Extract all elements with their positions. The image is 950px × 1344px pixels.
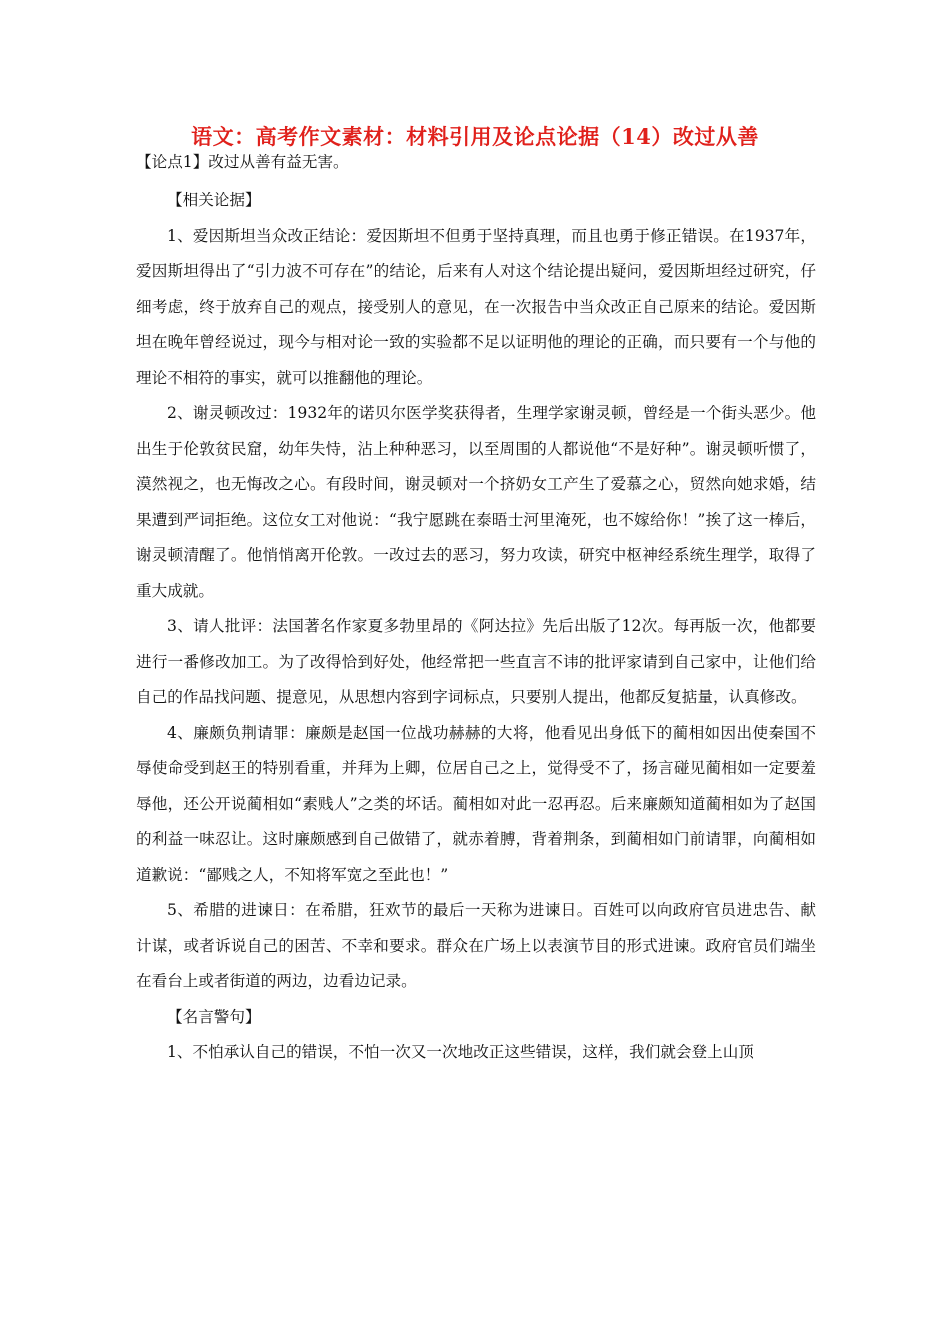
- document-body: [136, 149, 816, 1071]
- evidence-paragraph: 2、谢灵顿改过：1932年的诺贝尔医学奖获得者，生理学家谢灵顿，曾经是一个街头恶少。他出生于伦敦贫民窟，幼年失恃，沾上种种恶习，以至周围的人都说他“不是好种”。谢灵顿听惯了，漠然视之，也无悔改之心。有段时间，谢灵顿对一个挤奶女工产生了爱慕之心，贸然向她求婚，结果遭到严词拒绝。这位女工对他说：“我宁愿跳在泰晤士河里淹死，也不嫁给你！”挨了这一棒后，谢灵顿清醒了。他悄悄离开伦敦。一改过去的恶习，努力攻读，研究中枢神经系统生理学，取得了重大成就。: [136, 404, 816, 600]
- quote-line: 1、不怕承认自己的错误，不怕一次又一次地改正这些错误，这样，我们就会登上山顶: [167, 1043, 754, 1061]
- evidence-heading: 【相关论据】: [167, 191, 261, 209]
- thesis-line: 【论点1】改过从善有益无害。: [136, 153, 349, 171]
- document-title: 语文：高考作文素材：材料引用及论点论据（14）改过从善: [191, 124, 759, 149]
- evidence-paragraph: 3、请人批评：法国著名作家夏多勃里昂的《阿达拉》先后出版了12次。每再版一次，他都要进行一番修改加工。为了改得恰到好处，他经常把一些直言不讳的批评家请到自己家中，让他们给自己的作品找问题、提意见，从思想内容到字词标点，只要别人提出，他都反复掂量，认真修改。: [136, 617, 816, 706]
- evidence-paragraph: 5、希腊的进谏日：在希腊，狂欢节的最后一天称为进谏日。百姓可以向政府官员进忠告、献计谋，或者诉说自己的困苦、不幸和要求。群众在广场上以表演节目的形式进谏。政府官员们端坐在看台上或者街道的两边，边看边记录。: [136, 901, 816, 990]
- quotes-heading: 【名言警句】: [167, 1007, 261, 1026]
- evidence-paragraph: 1、爱因斯坦当众改正结论：爱因斯坦不但勇于坚持真理，而且也勇于修正错误。在1937年，爱因斯坦得出了“引力波不可存在”的结论，后来有人对这个结论提出疑问，爱因斯坦经过研究，仔细考虑，终于放弃自己的观点，接受别人的意见，在一次报告中当众改正自己原来的结论。爱因斯坦在晚年曾经说过，现今与相对论一致的实验都不足以证明他的理论的正确，而只要有一个与他的理论不相符的事实，就可以推翻他的理论。: [136, 226, 816, 387]
- evidence-paragraph: 4、廉颇负荆请罪：廉颇是赵国一位战功赫赫的大将，他看见出身低下的蔺相如因出使秦国不辱使命受到赵王的特别看重，并拜为上卿，位居自己之上，觉得受不了，扬言碰见蔺相如一定要羞辱他，还公开说蔺相如“素贱人”之类的坏话。蔺相如对此一忍再忍。后来廉颇知道蔺相如为了赵国的利益一味忍让。这时廉颇感到自己做错了，就赤着膊，背着荆条，到蔺相如门前请罪，向蔺相如道歉说：“鄙贱之人，不知将军宽之至此也！”: [136, 723, 816, 884]
